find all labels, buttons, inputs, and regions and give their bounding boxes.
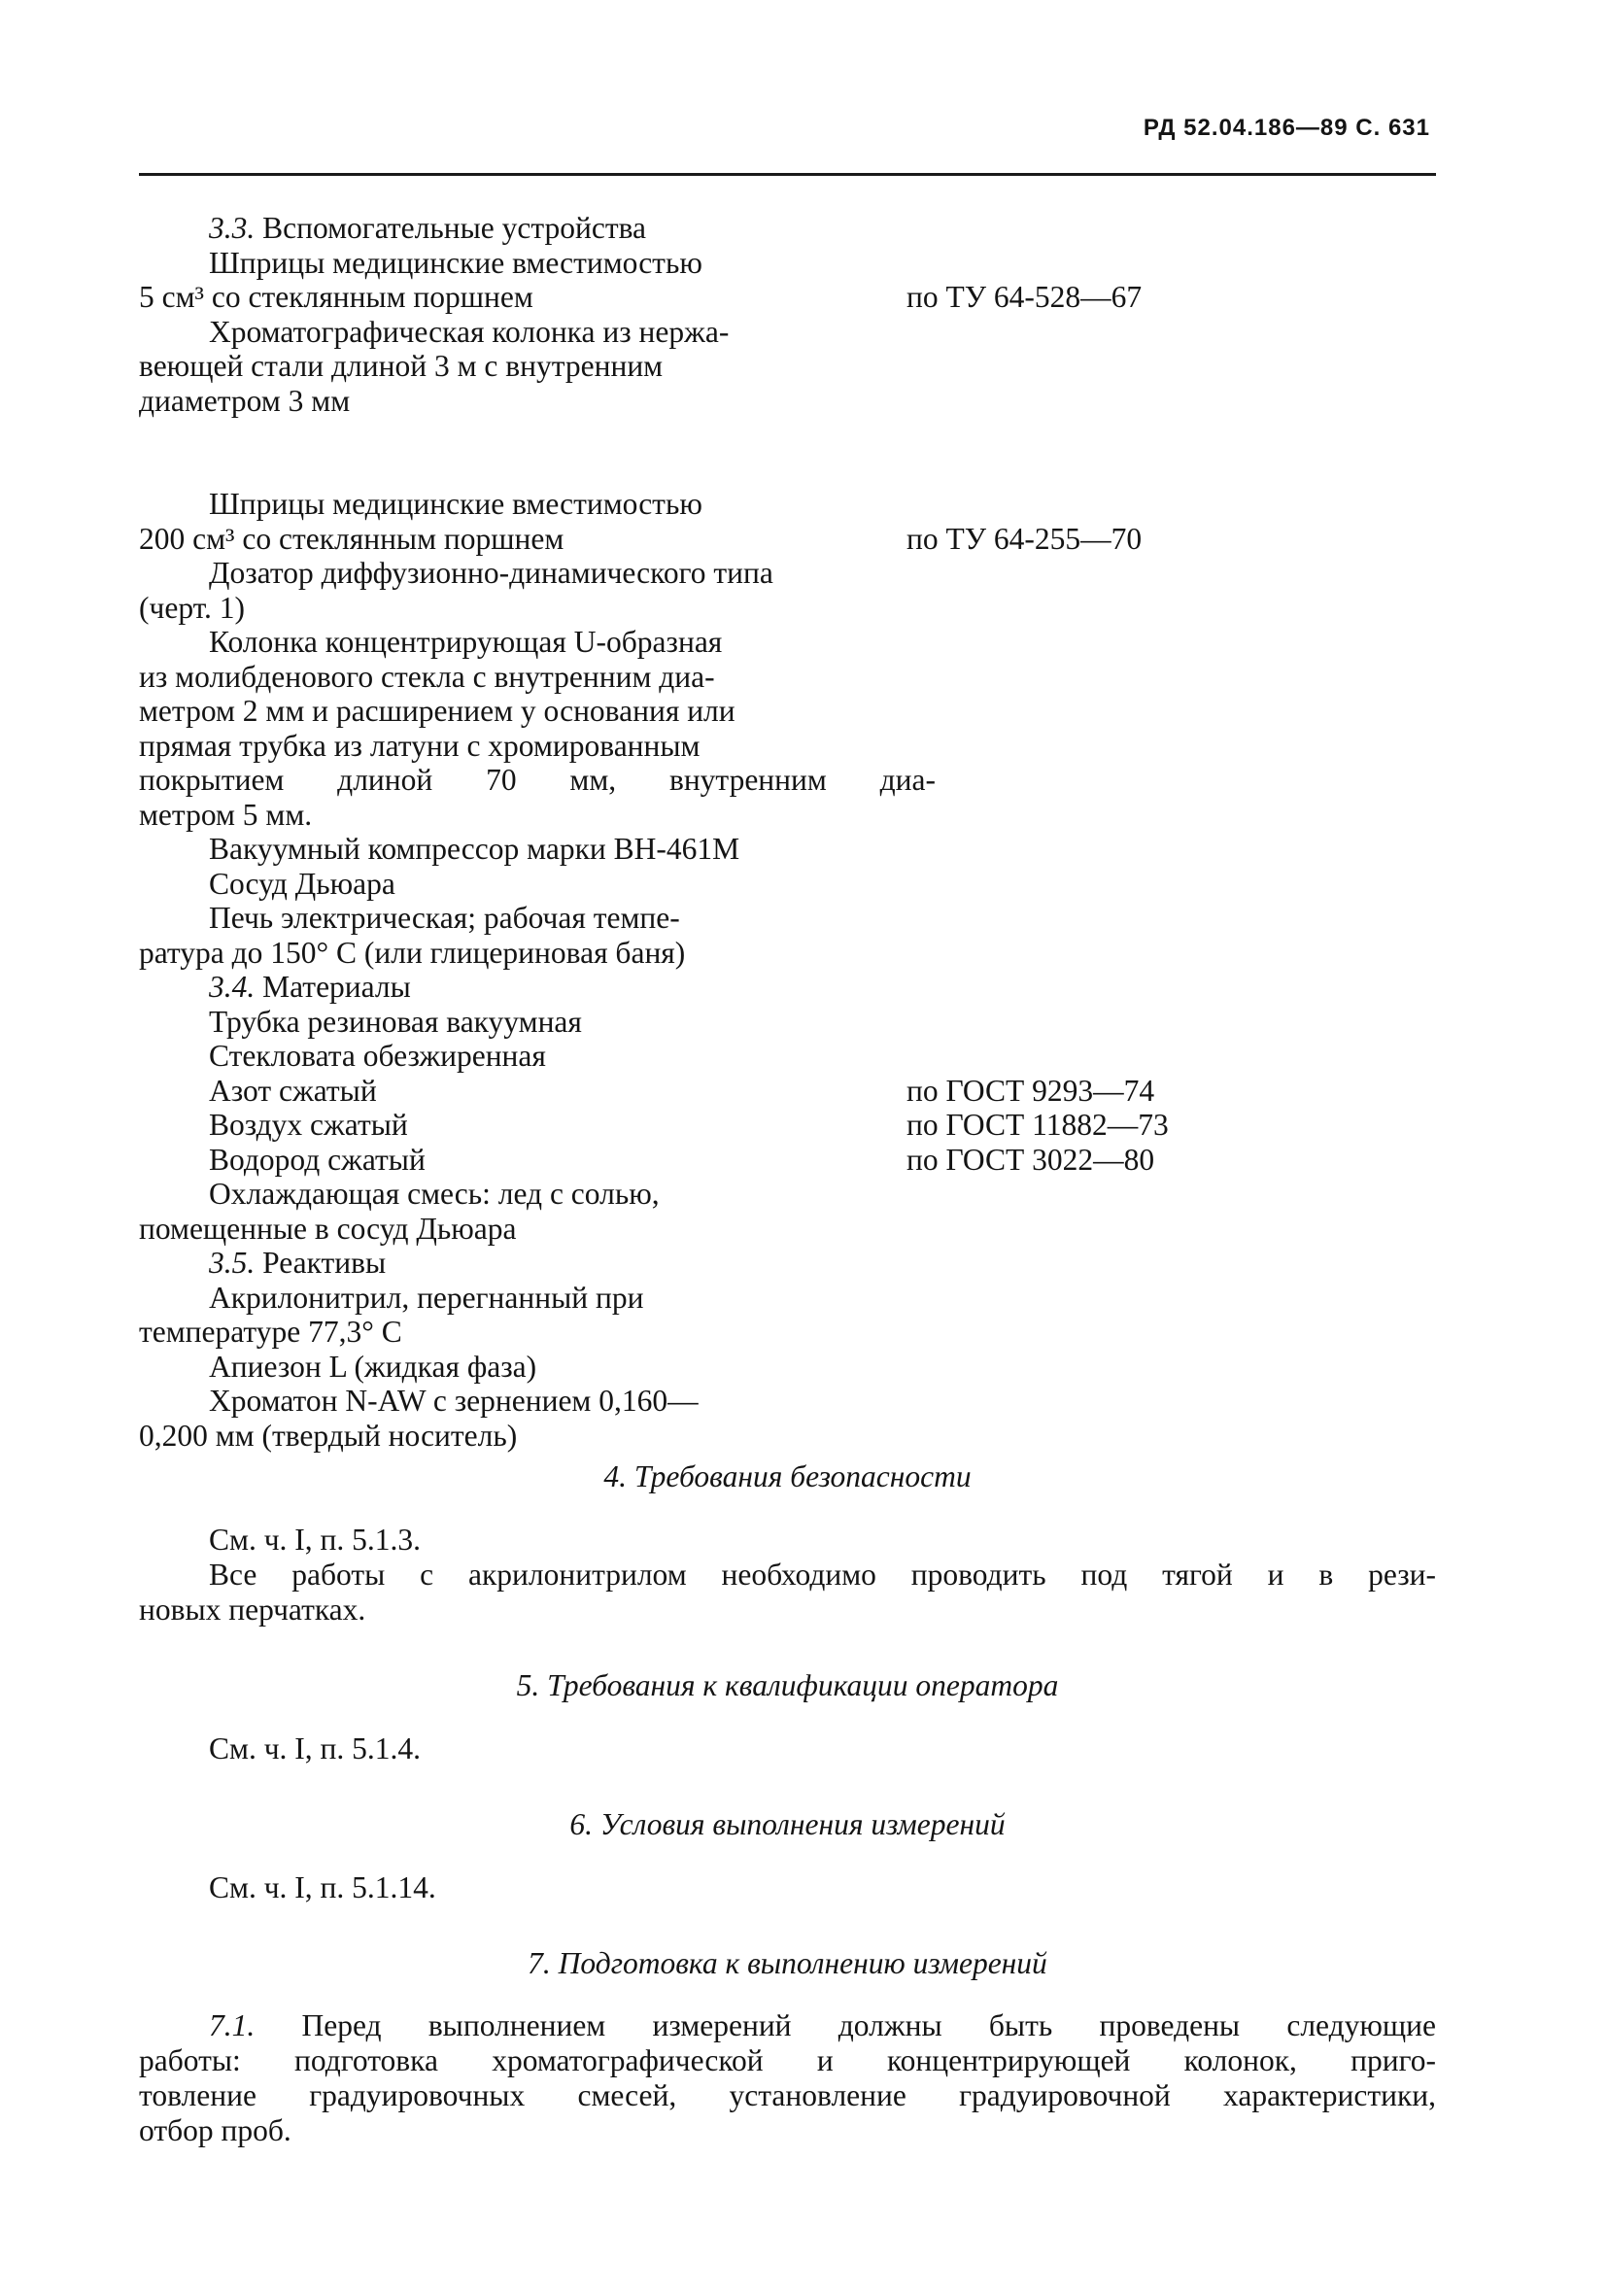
section-4-body — [139, 1523, 1436, 1628]
dosator-line1: Дозатор диффузионно-динамического типа — [209, 556, 773, 590]
hydrogen-line: Водород сжатый — [209, 1142, 426, 1177]
glasswool-line: Стекловата обезжиренная — [209, 1039, 546, 1073]
section-5-heading: 5. Требования к квалификации оператора — [516, 1668, 1059, 1702]
standards-column — [906, 211, 1344, 1177]
chromaton-line1: Хроматон N-AW с зернением 0,160— — [209, 1384, 699, 1418]
section-3-4-heading: 3.4. Материалы — [209, 970, 411, 1004]
cooling-line2: помещенные в сосуд Дьюара — [139, 1211, 517, 1246]
conc-column-line4: прямая трубка из латуни с хромированным — [139, 728, 701, 763]
syringe5-line2: 5 см³ со стеклянным поршнем — [139, 280, 533, 314]
section-7-heading: 7. Подготовка к выполнению измерений — [528, 1946, 1047, 1980]
syringe200-line2: 200 см³ со стеклянным поршнем — [139, 521, 564, 556]
section-5-body — [139, 1731, 1436, 1766]
column-line3: диаметром 3 мм — [139, 383, 351, 418]
section-7-line3: товление градуировочных смесей, установление градуировочной характеристики, — [139, 2078, 1436, 2112]
air-line: Воздух сжатый — [209, 1108, 408, 1142]
page-header-reference: РД 52.04.186—89 С. 631 — [1143, 115, 1430, 141]
dosator-line2: (черт. 1) — [139, 590, 246, 625]
section-3-3-heading: 3.3. Вспомогательные устройства — [209, 211, 647, 245]
cooling-line1: Охлаждающая смесь: лед с солью, — [209, 1177, 660, 1211]
acrylonitrile-line1: Акрилонитрил, перегнанный при — [209, 1280, 644, 1315]
tube-line: Трубка резиновая вакуумная — [209, 1004, 582, 1039]
compressor-line: Вакуумный компрессор марки ВН-461М — [209, 832, 740, 866]
section-7-body — [139, 2008, 1436, 2148]
conc-column-line2: из молибденового стекла с внутренним диа- — [139, 659, 715, 694]
equipment-list — [139, 211, 936, 1453]
conc-column-line5: покрытием длиной 70 мм, внутренним диа- — [139, 763, 936, 797]
section-6-heading: 6. Условия выполнения измерений — [569, 1807, 1006, 1841]
spacer — [139, 418, 936, 487]
syringe5-line1: Шприцы медицинские вместимостью — [209, 245, 702, 280]
hydrogen-ref: по ГОСТ 3022—80 — [906, 1142, 1155, 1177]
syringe5-ref: по ТУ 64-528—67 — [906, 280, 1143, 314]
syringe200-ref: по ТУ 64-255—70 — [906, 521, 1143, 556]
section-7-line2: работы: подготовка хроматографической и концентрирующей колонок, приго- — [139, 2043, 1436, 2077]
acrylonitrile-line2: температуре 77,3° С — [139, 1315, 402, 1349]
section-6-line1: См. ч. I, п. 5.1.14. — [209, 1870, 436, 1904]
section-7-line4: отбор проб. — [139, 2113, 291, 2147]
conc-column-line3: метром 2 мм и расширением у основания или — [139, 694, 735, 728]
oven-line2: ратура до 150° С (или глицериновая баня) — [139, 935, 686, 970]
section-7-line1: 7.1. Перед выполнением измерений должны быть проведены следующие — [209, 2008, 1437, 2042]
section-4-line2: Все работы с акрилонитрилом необходимо проводить под тягой и в рези- — [209, 1558, 1436, 1592]
conc-column-line6: метром 5 мм. — [139, 797, 313, 832]
column-line1: Хроматографическая колонка из нержа- — [209, 314, 730, 349]
section-4-heading: 4. Требования безопасности — [603, 1459, 972, 1493]
nitrogen-line: Азот сжатый — [209, 1073, 377, 1108]
section-3-5-heading: 3.5. Реактивы — [209, 1246, 387, 1280]
chromaton-line2: 0,200 мм (твердый носитель) — [139, 1418, 518, 1453]
air-ref: по ГОСТ 11882—73 — [906, 1108, 1169, 1142]
section-4-line1: См. ч. I, п. 5.1.3. — [209, 1523, 422, 1557]
apiezon-line: Апиезон L (жидкая фаза) — [209, 1349, 537, 1384]
dewar-line: Сосуд Дьюара — [209, 866, 395, 901]
oven-line1: Печь электрическая; рабочая темпе- — [209, 901, 680, 935]
nitrogen-ref: по ГОСТ 9293—74 — [906, 1073, 1155, 1108]
header-rule — [139, 173, 1436, 176]
section-6-body — [139, 1870, 1436, 1905]
syringe200-line1: Шприцы медицинские вместимостью — [209, 487, 702, 521]
conc-column-line1: Колонка концентрирующая U-образная — [209, 625, 723, 659]
section-4-line3: новых перчатках. — [139, 1593, 366, 1627]
section-5-line1: См. ч. I, п. 5.1.4. — [209, 1731, 422, 1765]
column-line2: веющей стали длиной 3 м с внутренним — [139, 349, 664, 383]
